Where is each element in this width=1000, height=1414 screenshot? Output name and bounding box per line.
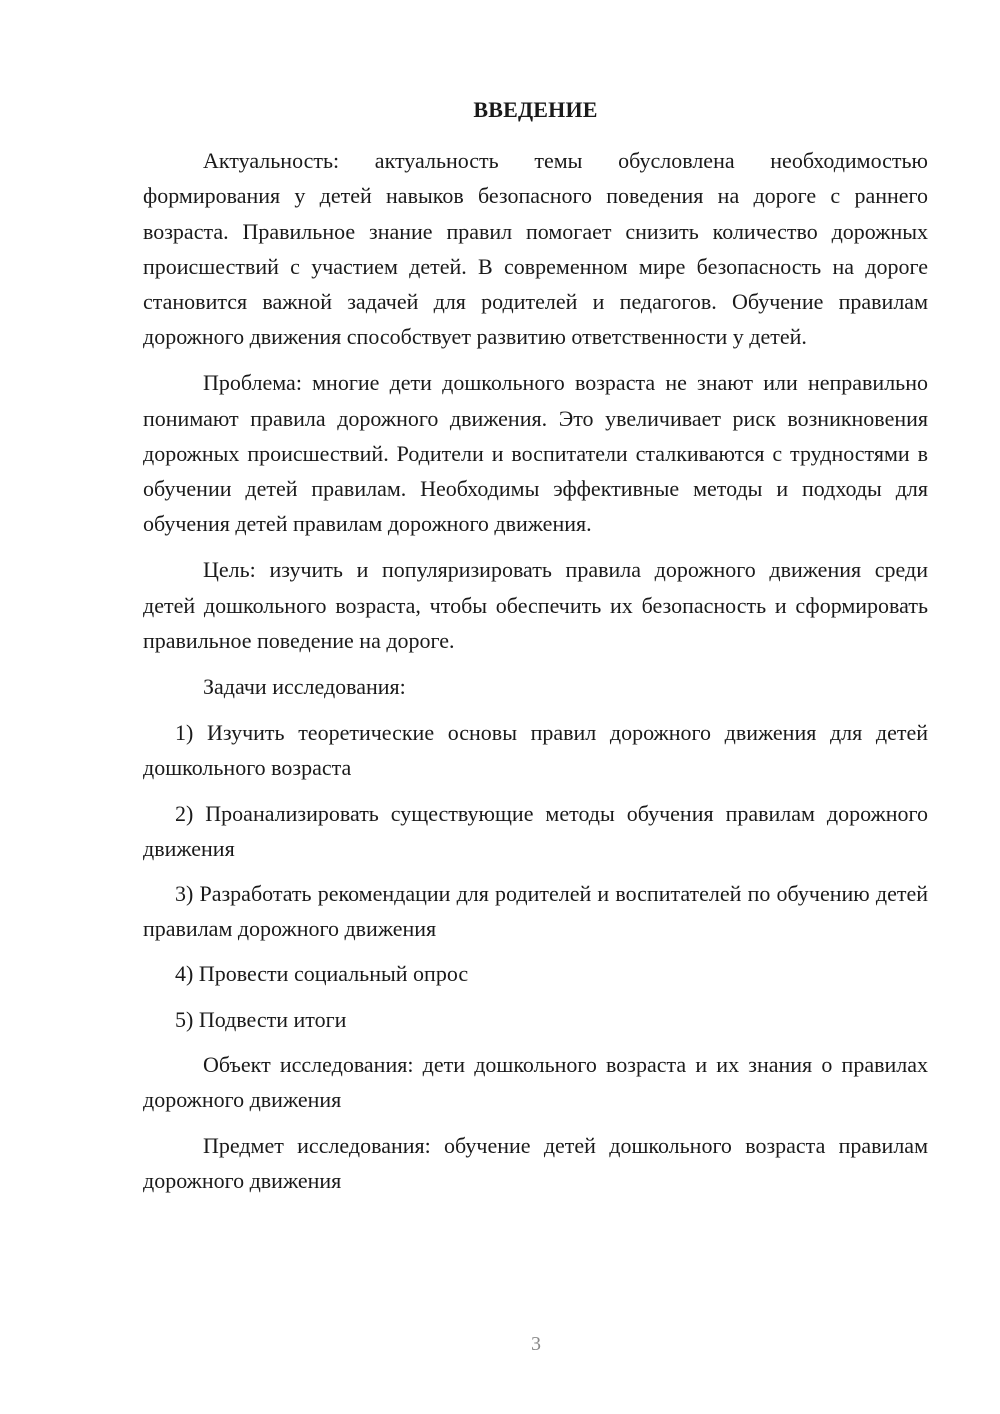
task-item: 1) Изучить теоретические основы правил дорожного движения для детей дошкольного возраста: [143, 720, 928, 781]
page-number: 3: [531, 1333, 541, 1355]
document-page: [143, 92, 928, 1210]
relevance-paragraph: Актуальность: актуальность темы обусловлена необходимостью формирования у детей навыков безопасного поведения на дороге с раннего возраста. Правильное знание правил помогает снизить количество дорожных происшествий с участием детей. В современном мире безопасность на дороге становится важной задачей для родителей и педагогов. Обучение правилам дорожного движения способствует развитию ответственности у детей.: [143, 148, 928, 350]
research-subject-paragraph: Предмет исследования: обучение детей дошкольного возраста правилам дорожного движения: [143, 1133, 928, 1194]
task-item: 3) Разработать рекомендации для родителей и воспитателей по обучению детей правилам дорожного движения: [143, 881, 928, 942]
tasks-heading: Задачи исследования:: [203, 674, 406, 700]
research-object-paragraph: Объект исследования: дети дошкольного возраста и их знания о правилах дорожного движения: [143, 1051, 928, 1113]
goal-paragraph: Цель: изучить и популяризировать правила дорожного движения среди детей дошкольного возраста, чтобы обеспечить их безопасность и сформировать правильное поведение на дороге.: [143, 557, 928, 653]
section-title: ВВЕДЕНИЕ: [473, 97, 598, 122]
problem-paragraph: Проблема: многие дети дошкольного возраста не знают или неправильно понимают правила дорожного движения. Это увеличивает риск возникновения дорожных происшествий. Родители и воспитатели сталкиваются с трудностями в обучении детей правилам. Необходимы эффективные методы и подходы для обучения детей правилам дорожного движения.: [143, 370, 928, 537]
task-item: 5) Подвести итоги: [175, 1006, 347, 1032]
task-item: 2) Проанализировать существующие методы обучения правилам дорожного движения: [143, 800, 928, 861]
task-item: 4) Провести социальный опрос: [175, 961, 469, 987]
tasks-list: [143, 715, 928, 1037]
